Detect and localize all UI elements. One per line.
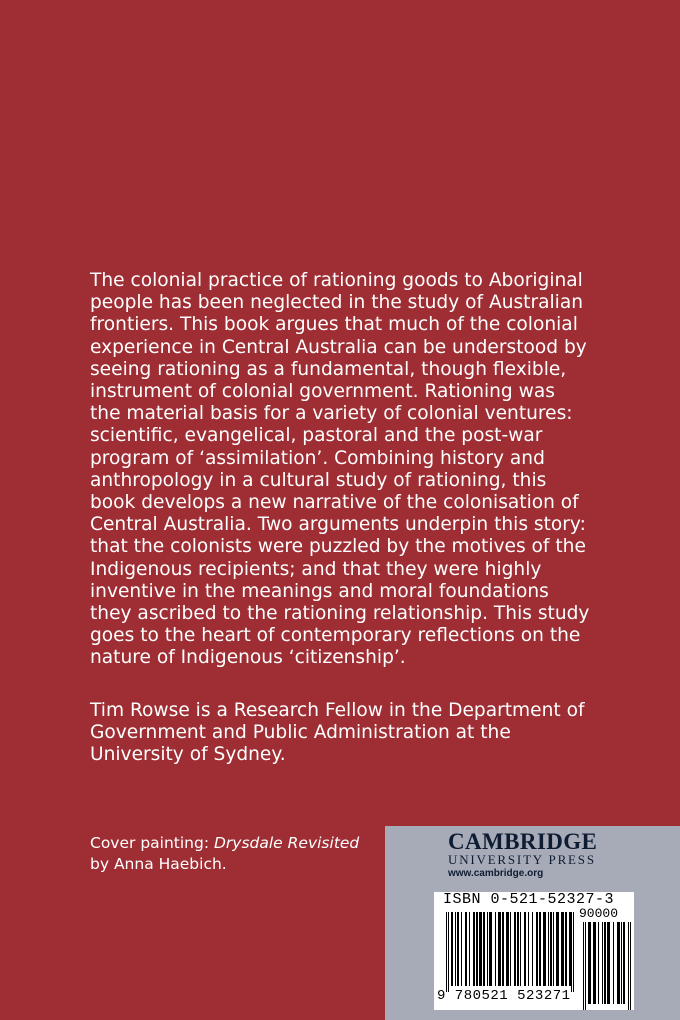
cover-credit-prefix: Cover painting: [90,834,214,852]
back-cover-blurb: The colonial practice of rationing goods to Aboriginal people has been neglected in the study of Australian frontiers. This book argues that much of the colonial experience in Central Australia can be understood by seeing rationing as a fundamental, though flexible, instrument of colonial government. Rationing was the material basis for a variety of colonial ventures: scientific, evangelical, pastoral and the post-war program of ‘assimilation’. Combining history and anthropology in a cultural study of rationing, this book develops a new narrative of the colonisation of Central Australia. Two arguments underpin this story: that the colonists were puzzled by the motives of the Indigenous recipients; and that they were highly inventive in the meanings and moral foundations they ascribed to the rationing relationship. This study goes to the heart of contemporary reflections on the nature of Indigenous ‘citizenship’. [90,270,590,669]
publisher-name: CAMBRIDGE [448,829,598,854]
price-addon-number: 90000 [579,906,619,921]
publisher-subtitle: UNIVERSITY PRESS [448,852,596,867]
author-bio: Tim Rowse is a Research Fellow in the Department of Government and Public Administration at the University of Sydney. [90,700,585,766]
barcode-number: 9 780521 523271 [437,988,571,1004]
cover-painting-title: Drysdale Revisited [213,834,360,852]
publisher-url: www.cambridge.org [448,868,544,879]
isbn-label: ISBN 0-521-52327-3 [443,891,615,908]
cover-credit-suffix: by Anna Haebich. [90,855,227,873]
